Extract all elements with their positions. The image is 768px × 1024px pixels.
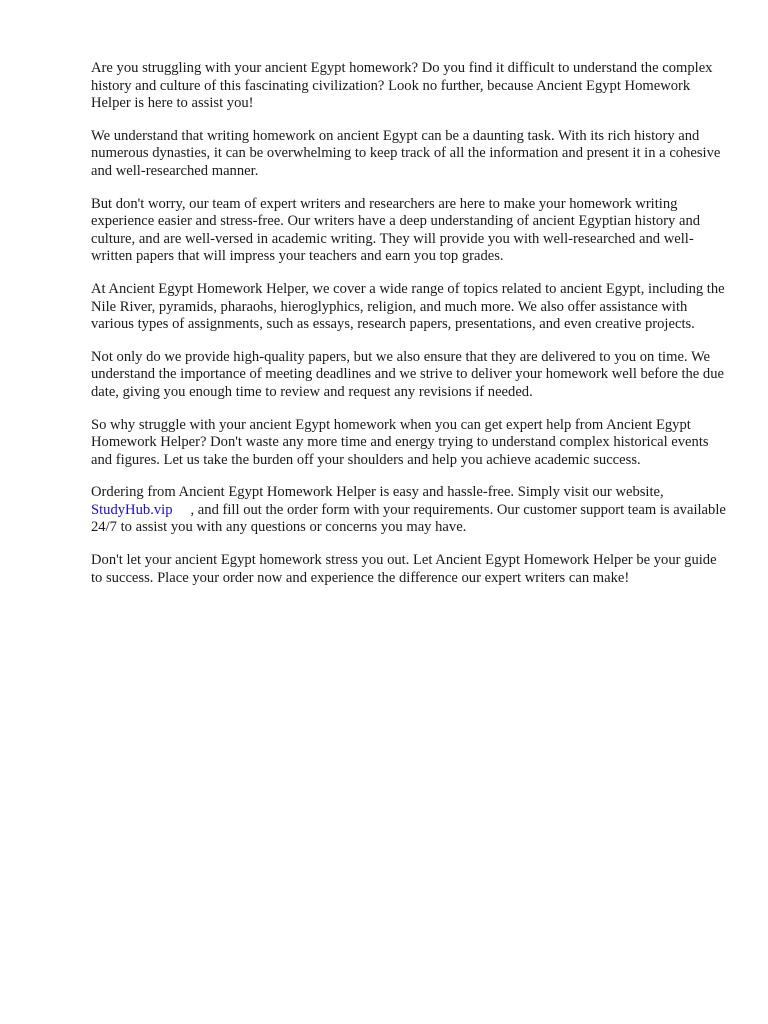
ordering-text-before: Ordering from Ancient Egypt Homework Helper is easy and hassle-free. Simply visit our website, (91, 484, 664, 501)
paragraph-ordering (91, 484, 731, 537)
paragraph-writers: But don't worry, our team of expert writers and researchers are here to make your homework writing experience easier and stress-free. Our writers have a deep understanding of ancient Egyptian history and culture, and are well-versed in academic writing. They will provide you with well-researched and well-written papers that will impress your teachers and earn you top grades. (91, 195, 701, 265)
paragraph-closing: Don't let your ancient Egypt homework stress you out. Let Ancient Egypt Homework Helper be your guide to success. Place your order now and experience the difference our expert writers can make! (91, 552, 717, 586)
paragraph-challenge: We understand that writing homework on ancient Egypt can be a daunting task. With its rich history and numerous dynasties, it can be overwhelming to keep track of all the information and present it in a cohesive and well-researched manner. (91, 127, 721, 179)
document-body (91, 60, 731, 602)
paragraph-intro: Are you struggling with your ancient Egypt homework? Do you find it difficult to understand the complex history and culture of this fascinating civilization? Look no further, because Ancient Egypt Homework Helper is here to assist you! (91, 60, 713, 112)
website-link[interactable]: StudyHub.vip (91, 501, 173, 518)
paragraph-topics: At Ancient Egypt Homework Helper, we cover a wide range of topics related to ancient Egypt, including the Nile River, pyramids, pharaohs, hieroglyphics, religion, and much more. We also offer assistance with various types of assignments, such as essays, research papers, presentations, and even creative projects. (91, 280, 725, 333)
ordering-text-after: , and fill out the order form with your requirements. Our customer support team is available 24/7 to assist you with any questions or concerns you may have. (91, 501, 726, 536)
paragraph-why: So why struggle with your ancient Egypt homework when you can get expert help from Ancient Egypt Homework Helper? Don't waste any more time and energy trying to understand complex historical events and figures. Let us take the burden off your shoulders and help you achieve academic success. (91, 416, 709, 468)
paragraph-deadlines: Not only do we provide high-quality papers, but we also ensure that they are delivered to you on time. We understand the importance of meeting deadlines and we strive to deliver your homework well before the due date, giving you enough time to review and request any revisions if needed. (91, 348, 724, 400)
